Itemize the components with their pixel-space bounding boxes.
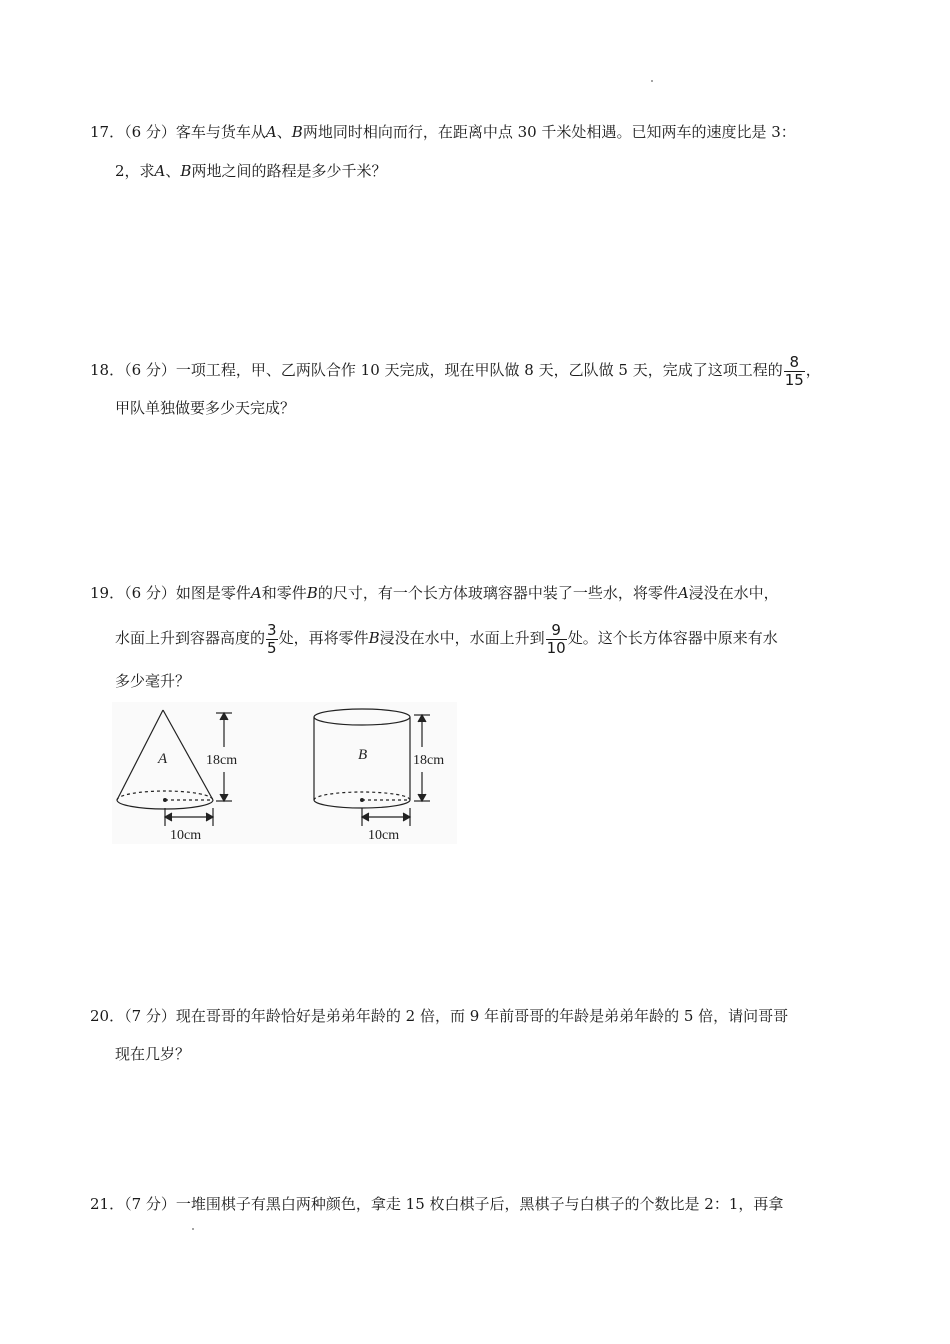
- question-18-line-1: 18．（6 分）一项工程，甲、乙两队合作 10 天完成，现在甲队做 8 天，乙队做 5 天，完成了这项工程的 $\frac{8}{15}$ ，: [90, 352, 821, 389]
- cone-height-label: 18cm: [206, 753, 238, 768]
- question-19-line-2: 水面上升到容器高度的 $\frac{3}{5}$ 处，再将零件B浸没在水中，水面上升到 $\frac{9}{10}$ 处。这个长方体容器中原来有水: [115, 620, 778, 657]
- cylinder-label: B: [358, 747, 368, 763]
- cylinder-center-dot: [360, 798, 364, 802]
- question-score: （6 分）: [124, 123, 176, 141]
- cone-label: A: [158, 751, 168, 767]
- question-number: 17．: [90, 123, 125, 141]
- question-number: 19．: [90, 584, 125, 602]
- question-21-line-1: 21．（7 分）一堆围棋子有黑白两种颜色，拿走 15 枚白棋子后，黑棋子与白棋子的个数比是 2：1，再拿: [90, 1195, 784, 1213]
- variable-a: A: [265, 123, 277, 141]
- figure-cone-cylinder: [112, 702, 457, 844]
- variable-b: B: [180, 162, 192, 180]
- top-speck: [651, 80, 653, 82]
- figure-background: [112, 702, 457, 844]
- variable-b: B: [291, 123, 303, 141]
- question-17-line-2: 2，求A、B两地之间的路程是多少千米？: [115, 162, 387, 180]
- cone-radius-label: 10cm: [170, 828, 202, 843]
- variable-b: B: [368, 629, 380, 647]
- question-19-line-1: 19．（6 分）如图是零件A和零件B的尺寸，有一个长方体玻璃容器中装了一些水，将零件A浸没在水中，: [90, 584, 779, 602]
- cone-center-dot: [163, 798, 167, 802]
- question-number: 20．: [90, 1007, 125, 1025]
- bottom-speck: [192, 1228, 194, 1230]
- variable-a: A: [250, 584, 262, 602]
- question-score: （6 分）: [124, 584, 176, 602]
- variable-a: A: [154, 162, 166, 180]
- question-18-line-2: 甲队单独做要多少天完成？: [115, 399, 296, 417]
- fraction-8-15: $\frac{8}{15}$: [784, 352, 804, 389]
- question-19-line-3: 多少毫升？: [115, 672, 191, 690]
- question-score: （6 分）: [124, 361, 176, 379]
- question-20-line-2: 现在几岁？: [115, 1045, 191, 1063]
- variable-a: A: [677, 584, 689, 602]
- cylinder-height-label: 18cm: [413, 753, 445, 768]
- question-score: （7 分）: [124, 1007, 176, 1025]
- question-number: 21．: [90, 1195, 125, 1213]
- cylinder-radius-label: 10cm: [368, 828, 400, 843]
- fraction-9-10: $\frac{9}{10}$: [546, 620, 566, 657]
- fraction-3-5: $\frac{3}{5}$: [267, 620, 277, 657]
- question-17-line-1: 17．（6 分）客车与货车从A、B两地同时相向而行，在距离中点 30 千米处相遇。已知两车的速度比是 3：: [90, 123, 796, 141]
- question-score: （7 分）: [124, 1195, 176, 1213]
- question-number: 18．: [90, 361, 125, 379]
- variable-b: B: [306, 584, 318, 602]
- question-20-line-1: 20．（7 分）现在哥哥的年龄恰好是弟弟年龄的 2 倍，而 9 年前哥哥的年龄是弟弟年龄的 5 倍，请问哥哥: [90, 1007, 789, 1025]
